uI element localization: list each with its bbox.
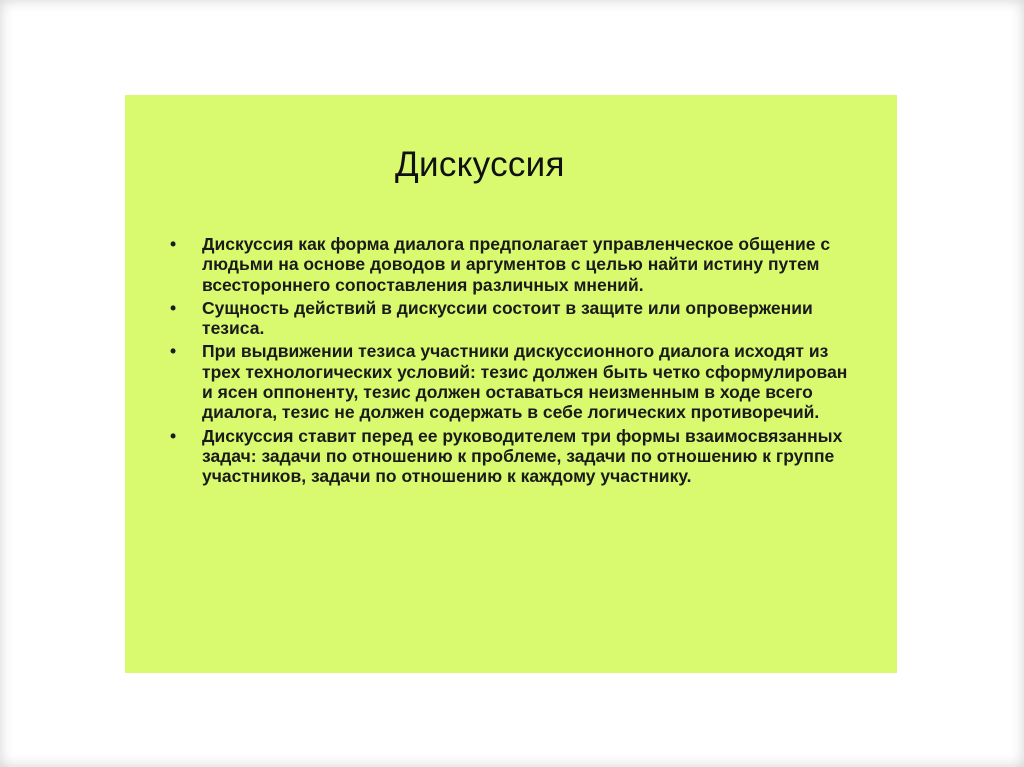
slide (125, 95, 897, 673)
bullet-text: Сущность действий в дискуссии состоит в защите или опровержении тезиса. (202, 297, 813, 339)
bullet-text: Дискуссия как форма диалога предполагает управленческое общение с людьми на основе доводов и аргументов с целью найти истину путем всестороннего сопоставления различных мнений. (202, 234, 831, 295)
bullet-text: Дискуссия ставит перед ее руководителем три формы взаимосвязанных задач: задачи по отношению к проблеме, задачи по отношению к группе участников, задачи по отношению к каждому участнику. (202, 425, 843, 487)
bullet-item (170, 298, 850, 339)
bullet-marker: • (170, 425, 177, 446)
bullet-text: При выдвижении тезиса участники дискуссионного диалога исходят из трех технологических условий: тезис должен быть четко сформулирован и ясен оппоненту, тезис должен оставаться неизменным в ходе всего диалога, тезис не должен содержать в себе логических противоречий. (202, 341, 848, 423)
bullet-item (170, 341, 850, 422)
bullet-item (170, 234, 850, 295)
bullet-item (170, 426, 850, 487)
bullet-marker: • (170, 234, 177, 254)
bullet-marker: • (170, 341, 177, 362)
bullet-marker: • (170, 297, 177, 318)
slide-title: Дискуссия (395, 145, 565, 184)
bullet-list (170, 234, 850, 490)
